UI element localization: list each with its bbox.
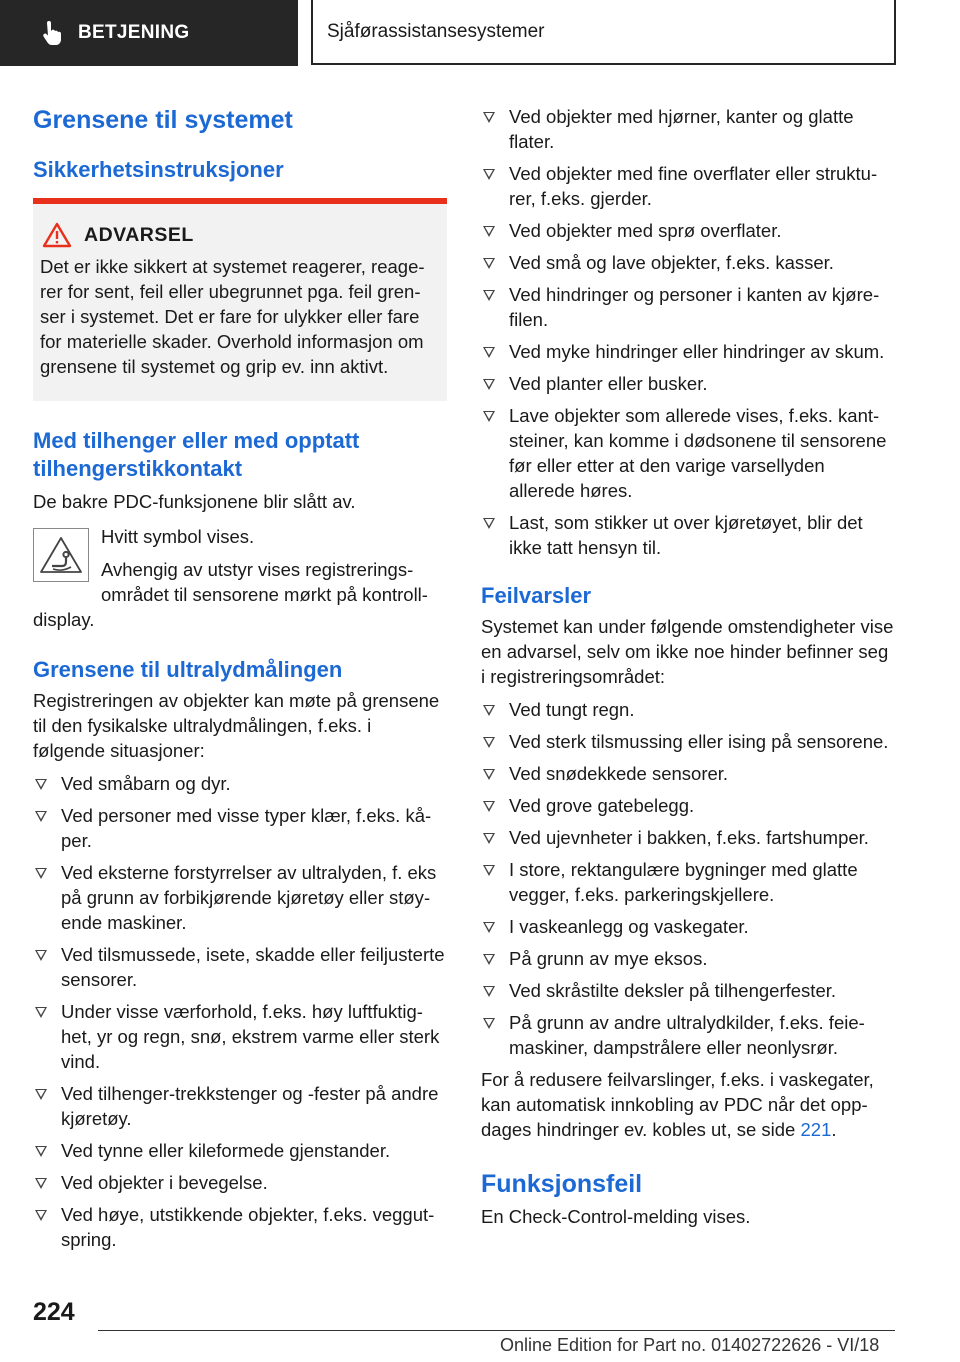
list-item-text: Ved skråstilte deksler på tilhengerfester. [509,980,837,1001]
bullet-triangle-icon [483,1018,495,1029]
list-item-text: Ved personer med visse typer klær, f.eks. kåper. [61,805,432,851]
fault-heading: Feilvarsler [481,583,592,608]
safety-heading: Sikkerhetsinstruksjoner [33,157,284,182]
reduce-warnings-text [481,1067,895,1142]
list-item [33,999,447,1074]
bullet-triangle-icon [483,737,495,748]
bullet-triangle-icon [483,986,495,997]
list-item-text: Ved objekter med hjørner, kanter og glatte flater. [509,106,854,152]
list-item-text: Last, som stikker ut over kjøretøyet, blir det ikke tatt hensyn til. [509,512,863,558]
bullet-triangle-icon [483,833,495,844]
ultrasound-text: Registreringen av objekter kan møte på grensene til den fysikalske ultralydmålingen, f.eks. i følgende situasjoner: [33,690,440,761]
bullet-triangle-icon [483,258,495,269]
edition-text: Online Edition for Part no. 01402722626 - VI/18 [500,1335,880,1355]
list-item [481,218,895,243]
list-item-text: Ved små og lave objekter, f.eks. kasser. [509,252,834,273]
list-item-text: Ved grove gatebelegg. [509,795,695,816]
list-item-text: På grunn av andre ultralydkilder, f.eks. feiemaskiner, dampstrålere eller neonlysrør. [509,1012,865,1058]
list-item [481,761,895,786]
bullet-triangle-icon [35,779,47,790]
bullet-triangle-icon [483,705,495,716]
list-item [481,104,895,154]
chapter-label: Sjåførassistansesystemer [327,20,545,42]
symbol-line-2: Avhengig av utstyr vises registreringsområdet til sensorene mørkt på kontrolldisplay. [33,559,428,630]
footer-divider [98,1330,895,1331]
list-item-text: Ved ujevnheter i bakken, f.eks. fartshumper. [509,827,869,848]
list-item [481,371,895,396]
bullet-triangle-icon [483,347,495,358]
list-item-text: Under visse værforhold, f.eks. høy luftfuktighet, yr og regn, snø, ekstrem varme eller sterk vind. [61,1001,440,1072]
bullet-triangle-icon [483,518,495,529]
ultrasound-list [33,771,447,1252]
list-item-text: Ved småbarn og dyr. [61,773,231,794]
list-item [481,250,895,275]
bullet-triangle-icon [35,868,47,879]
list-item-text: Ved hindringer og personer i kanten av kjørefilen. [509,284,880,330]
bullet-triangle-icon [483,922,495,933]
list-item [481,857,895,907]
list-item [33,1081,447,1131]
list-item-text: Ved planter eller busker. [509,373,708,394]
list-item-text: Ved tilhenger-trekkstenger og -fester på andre kjøretøy. [61,1083,439,1129]
list-item-text: Ved snødekkede sensorer. [509,763,729,784]
malfunction-text: En Check-Control-melding vises. [481,1206,751,1227]
bullet-triangle-icon [483,769,495,780]
warning-heading: ADVARSEL [84,223,194,246]
list-item [33,803,447,853]
page-title: Grensene til systemet [33,106,293,134]
section-label: BETJENING [78,22,190,43]
hand-pointer-icon [38,20,64,46]
ultrasound-heading: Grensene til ultralydmålingen [33,657,343,682]
list-item [481,510,895,560]
bullet-triangle-icon [35,1007,47,1018]
bullet-triangle-icon [35,811,47,822]
bullet-triangle-icon [483,801,495,812]
list-item-text: Ved tungt regn. [509,699,635,720]
right-column [481,104,895,1229]
warning-box [33,198,447,401]
bullet-triangle-icon [483,411,495,422]
bullet-triangle-icon [35,1089,47,1100]
list-item [481,729,895,754]
list-item [33,1170,447,1195]
warning-header [40,222,435,248]
bullet-triangle-icon [35,1210,47,1221]
bullet-triangle-icon [483,169,495,180]
section-tab[interactable] [0,0,298,66]
list-item-text: Ved myke hindringer eller hindringer av skum. [509,341,885,362]
trailer-heading: Med tilhenger eller med opptatt tilhengerstikkontakt [33,428,360,481]
list-item [481,978,895,1003]
warning-text: Det er ikke sikkert at systemet reagerer, reagerer for sent, feil eller ubegrunnet pga. feil grenser i systemet. Det er fare for ulykker eller fare for materielle skader. Overhold informasjon om grensene til systemet og grip ev. inn aktivt. [40,256,425,377]
fault-list [481,697,895,1060]
symbol-row [33,524,447,632]
page-number: 224 [33,1298,75,1326]
list-item [33,860,447,935]
warning-triangle-icon [42,222,72,248]
symbol-line-1: Hvitt symbol vises. [101,526,255,547]
list-item [481,1010,895,1060]
list-item [481,403,895,503]
list-item-text: Ved tilsmussede, isete, skadde eller feiljusterte sensorer. [61,944,445,990]
bullet-triangle-icon [35,1146,47,1157]
list-item [481,339,895,364]
reduce-end: . [831,1119,837,1140]
list-item [481,825,895,850]
fault-text: Systemet kan under følgende omstendigheter vise en advarsel, selv om ikke noe hinder befinner seg i registreringsområdet: [481,616,894,687]
malfunction-heading: Funksjonsfeil [481,1170,643,1198]
trailer-text: De bakre PDC-funksjonene blir slått av. [33,491,356,512]
list-item [481,914,895,939]
list-item-text: Ved objekter i bevegelse. [61,1172,268,1193]
page-reference-link[interactable]: 221 [800,1119,832,1140]
list-item [481,793,895,818]
bullet-triangle-icon [483,379,495,390]
list-item [481,946,895,971]
list-item [481,282,895,332]
page-header [0,0,960,66]
trailer-hitch-icon [33,528,89,582]
list-item-text: Ved tynne eller kileformede gjenstander. [61,1140,391,1161]
list-item [481,697,895,722]
list-item-text: I store, rektangulære bygninger med glatte vegger, f.eks. parkeringskjellere. [509,859,858,905]
list-item [33,1138,447,1163]
list-item [33,1202,447,1252]
bullet-triangle-icon [35,1178,47,1189]
objects-list [481,104,895,560]
chapter-tab[interactable] [311,0,896,65]
list-item-text: Ved høye, utstikkende objekter, f.eks. veggutspring. [61,1204,435,1250]
list-item-text: I vaskeanlegg og vaskegater. [509,916,749,937]
list-item [481,161,895,211]
bullet-triangle-icon [483,226,495,237]
bullet-triangle-icon [35,950,47,961]
left-column [33,96,447,1259]
list-item-text: Lave objekter som allerede vises, f.eks. kantsteiner, kan komme i dødsonene til sensorene før eller etter at den varige varsellyden allerede høres. [509,405,887,501]
list-item-text: Ved objekter med sprø overflater. [509,220,782,241]
list-item [33,942,447,992]
bullet-triangle-icon [483,865,495,876]
list-item-text: Ved sterk tilsmussing eller ising på sensorene. [509,731,889,752]
list-item-text: Ved objekter med fine overflater eller strukturer, f.eks. gjerder. [509,163,878,209]
list-item [33,771,447,796]
bullet-triangle-icon [483,112,495,123]
list-item-text: Ved eksterne forstyrrelser av ultralyden, f. eks på grunn av forbikjørende kjøretøy eller støyende maskiner. [61,862,437,933]
list-item-text: På grunn av mye eksos. [509,948,708,969]
bullet-triangle-icon [483,954,495,965]
reduce-text: For å redusere feilvarslinger, f.eks. i vaskegater, kan automatisk innkobling av PDC når det oppdages hindringer ev. kobles ut, se side [481,1069,874,1140]
bullet-triangle-icon [483,290,495,301]
